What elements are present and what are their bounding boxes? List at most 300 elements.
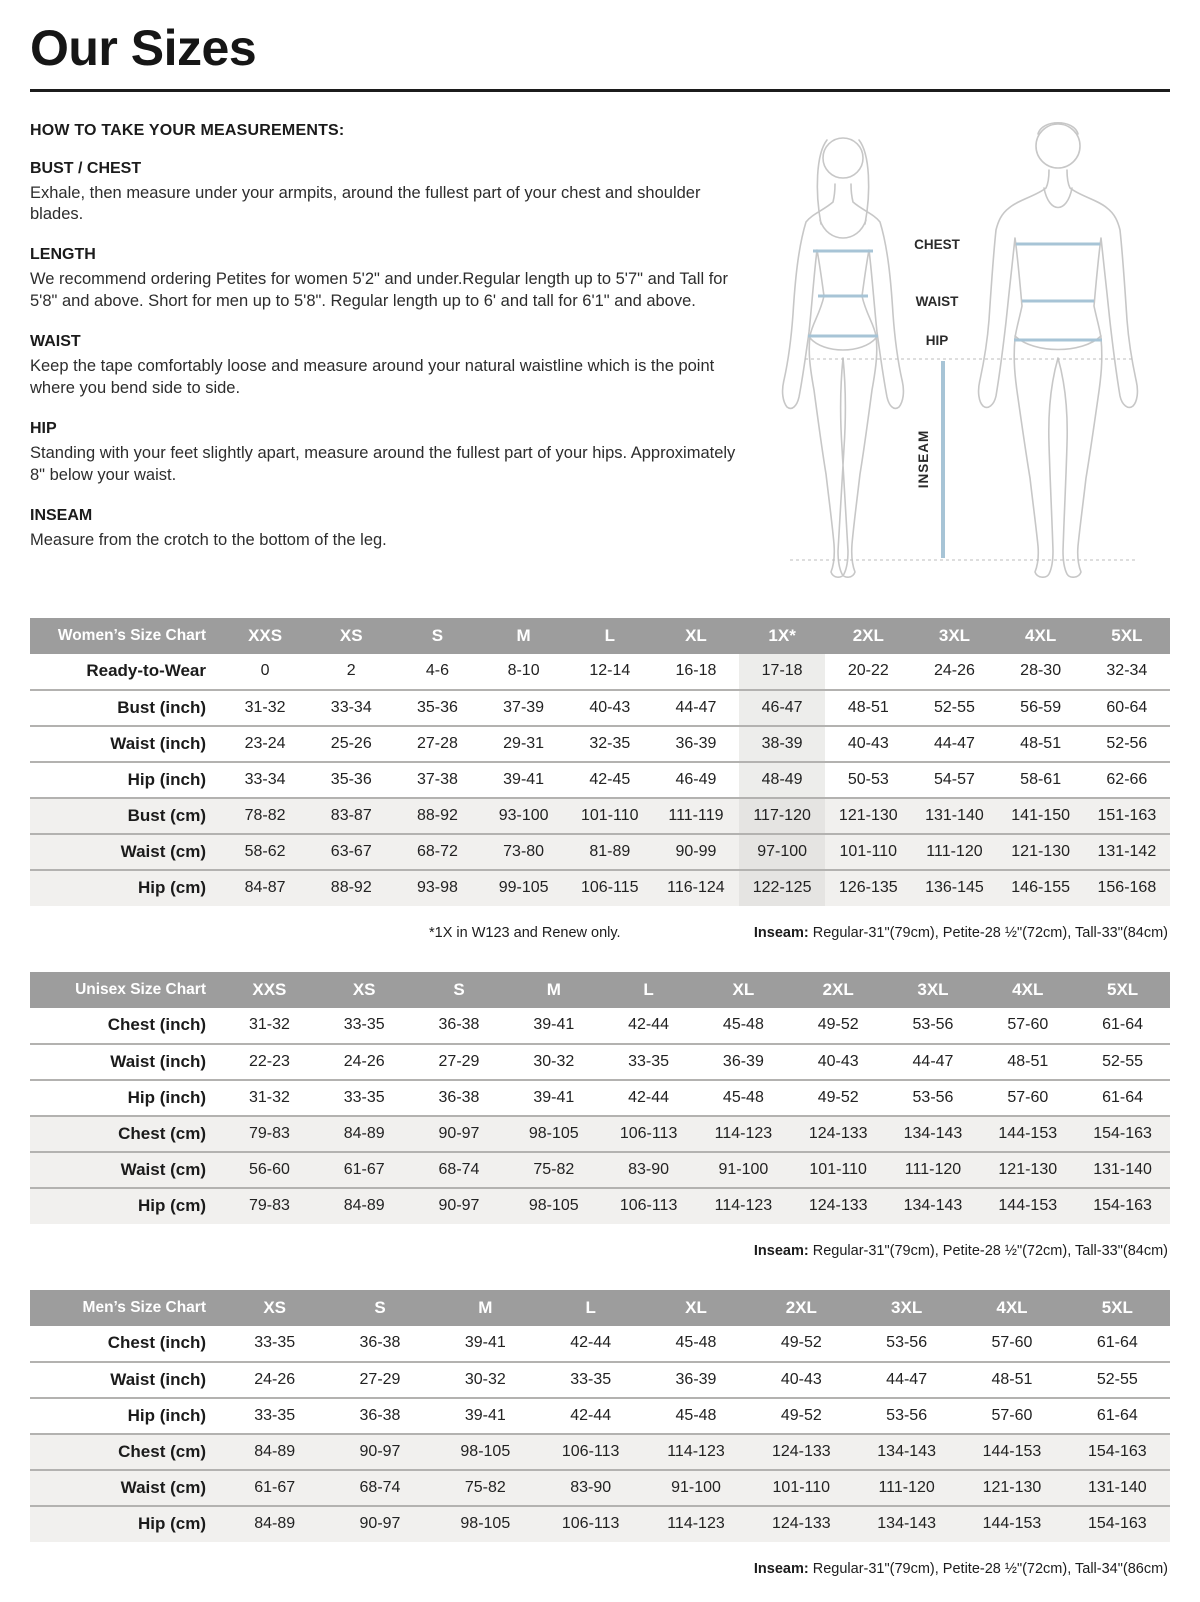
size-cell: 39-41 — [464, 1334, 506, 1351]
instruction-section-waist — [30, 333, 742, 400]
body-measurement-diagram — [750, 108, 1170, 588]
table-row — [30, 1008, 1170, 1044]
size-cell: 33-35 — [628, 1052, 670, 1070]
size-column-header: XL — [653, 618, 739, 654]
size-cell: 36-38 — [359, 1406, 401, 1424]
womens-size-chart-block — [30, 618, 1170, 966]
size-cell: 36-38 — [438, 1088, 480, 1106]
section-body: We recommend ordering Petites for women 5'2" and under.Regular length up to 5'7" and Tall for 5'8" and above. Short for men up to 5'8". Regular length up to 6' and tall for 6'1" and above. — [30, 270, 728, 311]
table-title: Women’s Size Chart — [30, 618, 222, 654]
size-cell: 154-163 — [1087, 1515, 1147, 1532]
table-row — [30, 1080, 1170, 1116]
size-cell: 32-34 — [1106, 662, 1148, 679]
size-cell: 134-143 — [877, 1442, 936, 1460]
size-cell: 62-66 — [1106, 770, 1148, 788]
size-cell: 106-115 — [581, 879, 639, 896]
size-cell: 144-153 — [998, 1197, 1058, 1214]
size-column-header: 4XL — [998, 618, 1084, 654]
table-row — [30, 1188, 1170, 1224]
row-label: Bust (cm) — [127, 805, 206, 825]
row-label: Waist (cm) — [120, 1159, 206, 1179]
size-cell: 24-26 — [343, 1052, 385, 1070]
page-title: Our Sizes — [30, 20, 257, 76]
size-column-header: 5XL — [1075, 972, 1170, 1008]
male-figure-outline — [979, 122, 1138, 576]
size-column-header: 4XL — [959, 1290, 1064, 1326]
size-cell: 16-18 — [675, 662, 717, 679]
size-cell: 39-41 — [533, 1016, 575, 1033]
unisex-size-chart-table — [30, 972, 1170, 1224]
table-row — [30, 870, 1170, 906]
size-cell: 54-57 — [934, 770, 975, 788]
section-body: Measure from the crotch to the bottom of the leg. — [30, 531, 387, 549]
size-cell: 44-47 — [675, 698, 717, 716]
size-cell: 124-133 — [808, 1197, 868, 1214]
size-cell: 90-97 — [438, 1197, 480, 1214]
size-cell: 39-41 — [503, 770, 545, 788]
footnote-inseam — [754, 925, 1168, 941]
size-cell: 53-56 — [912, 1088, 954, 1106]
size-cell: 84-89 — [254, 1515, 296, 1532]
size-cell: 8-10 — [507, 662, 540, 679]
size-column-header: S — [412, 972, 507, 1008]
size-cell: 98-105 — [528, 1197, 579, 1214]
size-cell: 2 — [346, 662, 356, 679]
size-cell: 36-39 — [675, 1370, 717, 1388]
row-label: Hip (inch) — [127, 1087, 206, 1107]
size-cell: 33-35 — [254, 1334, 296, 1351]
size-cell: 75-82 — [464, 1478, 506, 1496]
size-cell: 78-82 — [244, 806, 286, 824]
size-cell: 131-142 — [1097, 842, 1157, 860]
size-cell: 106-113 — [619, 1124, 678, 1142]
measurement-instructions — [30, 108, 742, 552]
size-cell: 33-35 — [570, 1370, 612, 1388]
size-cell: 49-52 — [817, 1016, 859, 1033]
size-cell: 151-163 — [1097, 806, 1157, 824]
size-cell: 45-48 — [722, 1016, 764, 1033]
size-cell: 121-130 — [838, 806, 898, 824]
size-cell: 68-74 — [438, 1160, 480, 1178]
size-cell: 33-34 — [244, 770, 286, 788]
table-row — [30, 690, 1170, 726]
size-cell: 101-110 — [581, 806, 639, 824]
size-cell: 124-133 — [808, 1124, 868, 1142]
table-row — [30, 1152, 1170, 1188]
size-cell: 154-163 — [1093, 1124, 1152, 1142]
size-cell: 111-119 — [668, 806, 724, 824]
size-cell: 33-35 — [343, 1016, 385, 1033]
size-cell: 154-163 — [1087, 1442, 1147, 1460]
size-cell: 126-135 — [838, 879, 898, 896]
size-cell: 42-44 — [570, 1406, 612, 1424]
size-cell: 53-56 — [886, 1406, 928, 1424]
hip-label: HIP — [925, 332, 949, 348]
row-label: Bust (inch) — [117, 697, 206, 717]
row-label: Waist (cm) — [120, 841, 206, 861]
size-cell: 154-163 — [1093, 1197, 1152, 1214]
size-cell: 39-41 — [533, 1088, 575, 1106]
size-cell: 48-51 — [1020, 734, 1062, 752]
size-cell: 52-55 — [1096, 1370, 1138, 1388]
table-row — [30, 1362, 1170, 1398]
size-cell: 56-60 — [248, 1160, 290, 1178]
size-cell: 42-45 — [589, 770, 631, 788]
size-cell: 40-43 — [847, 734, 889, 752]
size-cell: 134-143 — [877, 1515, 936, 1532]
row-label: Waist (inch) — [110, 1369, 206, 1389]
table-title: Men’s Size Chart — [30, 1290, 222, 1326]
size-cell: 20-22 — [847, 662, 889, 679]
size-column-header: 2XL — [825, 618, 911, 654]
size-column-header: L — [538, 1290, 643, 1326]
size-cell: 44-47 — [934, 734, 975, 752]
section-body: Standing with your feet slightly apart, measure around the fullest part of your hips. Approximately 8" below your waist. — [30, 444, 736, 485]
size-cell: 131-140 — [1093, 1160, 1152, 1178]
size-cell: 57-60 — [1007, 1088, 1049, 1106]
size-cell: 12-14 — [589, 662, 631, 679]
size-cell: 83-90 — [628, 1160, 670, 1178]
size-column-header: XL — [643, 1290, 748, 1326]
size-cell: 36-39 — [722, 1052, 764, 1070]
size-cell: 91-100 — [718, 1160, 769, 1178]
mens-chart-footnotes — [30, 1542, 1170, 1602]
size-column-header: 3XL — [854, 1290, 959, 1326]
section-title: LENGTH — [30, 246, 96, 264]
size-cell: 61-64 — [1096, 1334, 1138, 1351]
size-cell: 57-60 — [991, 1406, 1033, 1424]
row-label: Chest (cm) — [118, 1123, 206, 1143]
size-column-header: XL — [696, 972, 791, 1008]
size-cell: 28-30 — [1020, 662, 1062, 679]
body-diagram-illustration — [750, 108, 1170, 588]
footnote-inseam — [754, 1561, 1168, 1577]
size-cell: 27-29 — [359, 1370, 401, 1388]
size-cell: 144-153 — [982, 1515, 1042, 1532]
size-column-header: XS — [308, 618, 394, 654]
waist-label: WAIST — [915, 293, 959, 309]
size-cell: 53-56 — [886, 1334, 928, 1351]
size-cell: 52-55 — [1102, 1052, 1144, 1070]
size-cell: 45-48 — [675, 1334, 717, 1351]
size-cell: 17-18 — [739, 654, 825, 690]
size-cell: 31-32 — [248, 1088, 290, 1106]
size-cell: 101-110 — [772, 1478, 831, 1496]
size-cell: 33-35 — [254, 1406, 296, 1424]
size-cell: 84-89 — [343, 1124, 385, 1142]
size-column-header: 1X* — [739, 618, 825, 654]
size-cell: 56-59 — [1020, 698, 1062, 716]
instruction-section-inseam — [30, 507, 742, 552]
size-cell: 131-140 — [925, 806, 984, 824]
size-cell: 124-133 — [771, 1442, 831, 1460]
size-cell: 116-124 — [667, 879, 725, 896]
row-label: Ready-to-Wear — [86, 661, 206, 680]
size-cell: 122-125 — [739, 870, 825, 906]
size-cell: 88-92 — [416, 806, 458, 824]
table-title: Unisex Size Chart — [30, 972, 222, 1008]
size-cell: 101-110 — [839, 842, 898, 860]
size-cell: 36-38 — [438, 1016, 480, 1033]
size-cell: 156-168 — [1097, 879, 1157, 896]
size-cell: 25-26 — [330, 734, 372, 752]
size-cell: 30-32 — [464, 1370, 506, 1388]
size-cell: 37-39 — [503, 698, 545, 716]
size-cell: 48-51 — [1007, 1052, 1049, 1070]
inseam-footnote-text: Regular-31"(79cm), Petite-28 ½"(72cm), Tall-33"(84cm) — [808, 924, 1168, 941]
row-label: Waist (inch) — [110, 733, 206, 753]
size-column-header: 4XL — [980, 972, 1075, 1008]
size-cell: 134-143 — [903, 1197, 963, 1214]
size-cell: 141-150 — [1011, 806, 1070, 824]
table-row — [30, 1398, 1170, 1434]
size-cell: 61-64 — [1096, 1406, 1138, 1424]
size-cell: 117-120 — [739, 798, 825, 834]
inseam-footnote-text: Regular-31"(79cm), Petite-28 ½"(72cm), Tall-33"(84cm) — [808, 1242, 1168, 1259]
row-label: Hip (cm) — [138, 1196, 206, 1215]
size-cell: 35-36 — [330, 770, 372, 788]
size-cell: 98-105 — [460, 1442, 511, 1460]
size-column-header: M — [481, 618, 567, 654]
size-cell: 30-32 — [533, 1052, 575, 1070]
size-cell: 49-52 — [817, 1088, 859, 1106]
table-row — [30, 834, 1170, 870]
size-column-header: 2XL — [791, 972, 886, 1008]
footnote-1x-note: *1X in W123 and Renew only. — [429, 924, 621, 941]
size-cell: 0 — [260, 662, 270, 679]
row-label: Hip (inch) — [127, 1405, 206, 1425]
size-column-header: XS — [222, 1290, 327, 1326]
measurement-guide — [30, 108, 1170, 588]
size-cell: 24-26 — [934, 662, 975, 679]
size-cell: 40-43 — [589, 698, 631, 716]
size-cell: 36-39 — [675, 734, 717, 752]
mens-size-chart-table — [30, 1290, 1170, 1542]
size-cell: 46-49 — [675, 770, 717, 788]
table-header-row — [30, 1290, 1170, 1326]
size-cell: 146-155 — [1011, 879, 1070, 896]
size-column-header: L — [567, 618, 653, 654]
size-column-header: 3XL — [911, 618, 997, 654]
row-label: Chest (inch) — [107, 1015, 206, 1034]
section-title: BUST / CHEST — [30, 159, 142, 177]
size-cell: 114-123 — [667, 1442, 725, 1460]
row-label: Chest (inch) — [107, 1333, 206, 1352]
inseam-reference-lines — [790, 359, 1135, 560]
size-cell: 42-44 — [628, 1088, 670, 1106]
size-cell: 48-49 — [739, 762, 825, 798]
size-cell: 61-64 — [1102, 1016, 1144, 1033]
size-cell: 134-143 — [903, 1124, 963, 1142]
size-cell: 42-44 — [570, 1334, 612, 1351]
size-cell: 90-97 — [438, 1124, 480, 1142]
size-cell: 31-32 — [248, 1016, 290, 1033]
size-cell: 49-52 — [780, 1334, 822, 1351]
size-cell: 45-48 — [722, 1088, 764, 1106]
section-title: HIP — [30, 420, 57, 438]
inseam-footnote-label: Inseam: — [753, 1242, 809, 1259]
size-cell: 84-89 — [343, 1197, 385, 1214]
size-cell: 37-38 — [416, 770, 458, 788]
size-cell: 121-130 — [1011, 842, 1070, 860]
size-cell: 97-100 — [739, 834, 825, 870]
size-cell: 111-120 — [878, 1478, 935, 1496]
size-cell: 63-67 — [330, 842, 372, 860]
size-cell: 84-89 — [254, 1442, 296, 1460]
size-cell: 31-32 — [244, 698, 286, 716]
size-cell: 27-29 — [438, 1052, 480, 1070]
size-cell: 114-123 — [667, 1515, 725, 1532]
size-column-header: XXS — [222, 618, 308, 654]
size-cell: 36-38 — [359, 1334, 401, 1351]
size-cell: 4-6 — [425, 662, 449, 679]
size-cell: 83-87 — [330, 806, 372, 824]
section-title: INSEAM — [30, 507, 93, 524]
size-cell: 111-120 — [904, 1160, 962, 1178]
size-cell: 81-89 — [589, 842, 631, 860]
size-cell: 93-98 — [416, 879, 458, 896]
section-body: Keep the tape comfortably loose and measure around your natural waistline which is the point where you bend side to side. — [30, 357, 715, 398]
row-label: Hip (inch) — [127, 769, 206, 789]
female-figure-outline — [783, 138, 904, 577]
row-label: Waist (inch) — [110, 1051, 206, 1071]
table-row — [30, 798, 1170, 834]
size-cell: 42-44 — [628, 1016, 670, 1033]
size-column-header: M — [433, 1290, 538, 1326]
table-row — [30, 762, 1170, 798]
size-cell: 144-153 — [998, 1124, 1058, 1142]
size-cell: 99-105 — [498, 879, 549, 896]
size-cell: 39-41 — [464, 1406, 506, 1424]
section-body: Exhale, then measure under your armpits, around the fullest part of your chest and shoulder blades. — [30, 183, 701, 224]
size-cell: 98-105 — [460, 1515, 511, 1532]
size-column-header: S — [327, 1290, 432, 1326]
row-label: Hip (cm) — [138, 878, 206, 897]
size-cell: 32-35 — [589, 734, 631, 752]
size-cell: 101-110 — [809, 1160, 867, 1178]
instruction-section-bust-chest — [30, 160, 742, 227]
size-cell: 35-36 — [416, 698, 458, 716]
unisex-chart-footnotes — [30, 1224, 1170, 1284]
size-cell: 50-53 — [847, 770, 889, 788]
footnote-inseam — [754, 1243, 1168, 1259]
size-cell: 124-133 — [771, 1515, 831, 1532]
table-row — [30, 1116, 1170, 1152]
table-row — [30, 654, 1170, 690]
size-cell: 48-51 — [991, 1370, 1033, 1388]
size-cell: 33-35 — [343, 1088, 385, 1106]
table-header-row — [30, 972, 1170, 1008]
table-row — [30, 1470, 1170, 1506]
row-label: Chest (cm) — [118, 1441, 206, 1461]
size-cell: 75-82 — [533, 1160, 575, 1178]
row-label: Waist (cm) — [120, 1477, 206, 1497]
size-cell: 121-130 — [982, 1478, 1042, 1496]
size-cell: 90-99 — [675, 842, 717, 860]
size-cell: 60-64 — [1106, 698, 1148, 716]
size-cell: 83-90 — [570, 1478, 612, 1496]
size-cell: 136-145 — [925, 879, 984, 896]
size-cell: 44-47 — [886, 1370, 928, 1388]
table-row — [30, 726, 1170, 762]
size-cell: 114-123 — [714, 1197, 773, 1214]
size-cell: 88-92 — [330, 879, 372, 896]
size-cell: 98-105 — [528, 1124, 579, 1142]
size-cell: 131-140 — [1087, 1478, 1147, 1496]
size-cell: 44-47 — [912, 1052, 954, 1070]
size-cell: 106-113 — [619, 1197, 678, 1214]
chest-label: CHEST — [914, 236, 960, 252]
size-cell: 24-26 — [254, 1370, 296, 1388]
size-cell: 68-72 — [416, 842, 458, 860]
size-cell: 91-100 — [671, 1478, 721, 1496]
size-cell: 79-83 — [248, 1124, 290, 1142]
size-column-header: S — [394, 618, 480, 654]
size-cell: 48-51 — [847, 698, 889, 716]
size-cell: 38-39 — [739, 726, 825, 762]
size-cell: 23-24 — [244, 734, 286, 752]
size-column-header: XXS — [222, 972, 317, 1008]
table-row — [30, 1434, 1170, 1470]
size-cell: 61-64 — [1102, 1088, 1144, 1106]
size-column-header: 5XL — [1065, 1290, 1170, 1326]
instruction-section-hip — [30, 420, 742, 487]
size-cell: 45-48 — [675, 1406, 717, 1424]
size-cell: 106-113 — [561, 1442, 620, 1460]
size-column-header: 5XL — [1084, 618, 1170, 654]
section-title: WAIST — [30, 333, 81, 351]
womens-chart-footnotes — [30, 906, 1170, 966]
size-cell: 121-130 — [998, 1160, 1058, 1178]
size-cell: 27-28 — [416, 734, 458, 752]
size-charts — [30, 618, 1170, 1602]
title-divider — [30, 89, 1170, 92]
size-cell: 57-60 — [1007, 1016, 1049, 1033]
size-cell: 52-56 — [1106, 734, 1148, 752]
size-cell: 90-97 — [359, 1515, 401, 1532]
inseam-footnote-label: Inseam: — [753, 1560, 809, 1577]
size-column-header: 2XL — [749, 1290, 854, 1326]
size-cell: 90-97 — [359, 1442, 401, 1460]
size-cell: 73-80 — [503, 842, 545, 860]
size-column-header: M — [506, 972, 601, 1008]
size-cell: 111-120 — [926, 842, 983, 860]
size-cell: 61-67 — [343, 1160, 385, 1178]
size-cell: 53-56 — [912, 1016, 954, 1033]
size-cell: 52-55 — [934, 698, 975, 716]
size-cell: 93-100 — [498, 806, 549, 824]
size-cell: 29-31 — [503, 734, 545, 752]
row-label: Hip (cm) — [138, 1514, 206, 1533]
table-header-row — [30, 618, 1170, 654]
instruction-section-length — [30, 246, 742, 313]
table-row — [30, 1044, 1170, 1080]
size-cell: 46-47 — [739, 690, 825, 726]
instructions-heading: HOW TO TAKE YOUR MEASUREMENTS: — [30, 121, 345, 139]
inseam-footnote-label: Inseam: — [753, 924, 809, 941]
size-cell: 144-153 — [982, 1442, 1042, 1460]
size-cell: 49-52 — [780, 1406, 822, 1424]
inseam-label: INSEAM — [916, 429, 931, 488]
size-cell: 84-87 — [244, 879, 286, 896]
size-column-header: L — [601, 972, 696, 1008]
womens-size-chart-table — [30, 618, 1170, 906]
size-cell: 57-60 — [991, 1334, 1033, 1351]
table-row — [30, 1326, 1170, 1362]
size-cell: 106-113 — [561, 1515, 620, 1532]
inseam-footnote-text: Regular-31"(79cm), Petite-28 ½"(72cm), Tall-34"(86cm) — [808, 1560, 1168, 1577]
table-row — [30, 1506, 1170, 1542]
